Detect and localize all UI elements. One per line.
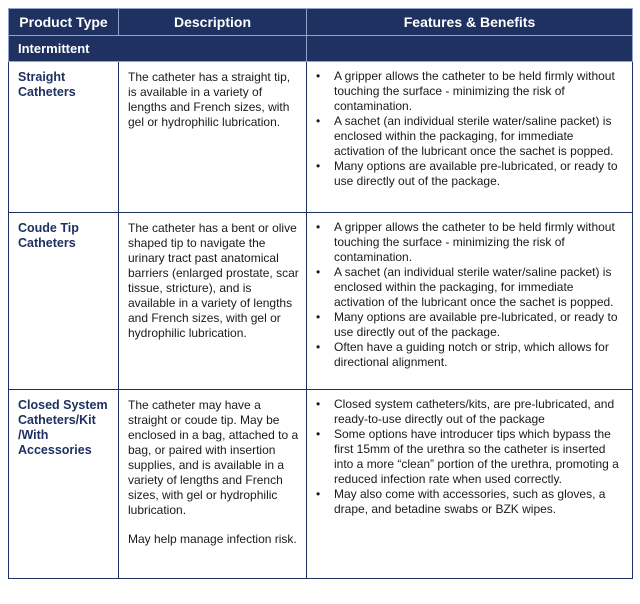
table-row	[9, 213, 633, 390]
section-row-intermittent	[9, 36, 633, 62]
features-list	[307, 397, 626, 517]
bullet-icon: •	[316, 159, 321, 173]
feature-text: Often have a guiding notch or strip, which allows for directional alignment.	[334, 340, 609, 369]
header-features-benefits: Features & Benefits	[307, 9, 633, 36]
bullet-icon: •	[316, 487, 321, 501]
feature-text: Many options are available pre-lubricated, or ready to use directly out of the package.	[334, 159, 618, 188]
features-cell	[307, 390, 633, 579]
product-type-cell: Coude Tip Catheters	[9, 213, 119, 390]
bullet-icon: •	[316, 69, 321, 83]
feature-item	[307, 265, 626, 310]
feature-text: A gripper allows the catheter to be held firmly without touching the surface - minimizing the risk of contamination.	[334, 69, 615, 113]
feature-text: Closed system catheters/kits, are pre-lubricated, and ready-to-use directly out of the package	[334, 397, 615, 426]
feature-item	[307, 69, 626, 114]
feature-item	[307, 487, 626, 517]
bullet-icon: •	[316, 397, 321, 411]
header-description: Description	[119, 9, 307, 36]
bullet-icon: •	[316, 265, 321, 279]
description-cell	[119, 390, 307, 579]
features-list	[307, 220, 626, 370]
header-row	[9, 9, 633, 36]
description-text: The catheter may have a straight or coude tip. May be enclosed in a bag, attached to a bag, or paired with insertion supplies, and is available in a variety of lengths and French sizes, with gel or hydrophilic lubrication.	[128, 398, 299, 517]
table-row	[9, 390, 633, 579]
feature-item	[307, 340, 626, 370]
section-label: Intermittent	[9, 36, 307, 62]
table-row	[9, 62, 633, 213]
features-cell	[307, 62, 633, 213]
bullet-icon: •	[316, 340, 321, 354]
description-extra-text: May help manage infection risk.	[128, 532, 297, 546]
feature-text: Many options are available pre-lubricated, or ready to use directly out of the package.	[334, 310, 618, 339]
catheter-comparison-table	[8, 8, 633, 579]
description-cell: The catheter has a straight tip, is available in a variety of lengths and French sizes, with gel or hydrophilic lubrication.	[119, 62, 307, 213]
feature-item	[307, 114, 626, 159]
feature-text: May also come with accessories, such as gloves, a drape, and betadine swabs or BZK wipes.	[334, 487, 606, 516]
feature-item	[307, 427, 626, 487]
bullet-icon: •	[316, 427, 321, 441]
feature-text: Some options have introducer tips which bypass the first 15mm of the urethra so the catheter is inserted into a more “clean” portion of the urethra, promoting a reduced infection rate when used correctly.	[334, 427, 619, 486]
features-cell	[307, 213, 633, 390]
feature-item	[307, 220, 626, 265]
description-cell: The catheter has a bent or olive shaped tip to navigate the urinary tract past anatomical barriers (enlarged prostate, scar tissue, stricture), and is available in a variety of lengths and French sizes, with gel or hydrophilic lubrication.	[119, 213, 307, 390]
bullet-icon: •	[316, 114, 321, 128]
product-type-cell: Closed System Catheters/Kit /With Accessories	[9, 390, 119, 579]
section-blank-cell	[307, 36, 633, 62]
bullet-icon: •	[316, 310, 321, 324]
feature-text: A gripper allows the catheter to be held firmly without touching the surface - minimizing the risk of contamination.	[334, 220, 615, 264]
bullet-icon: •	[316, 220, 321, 234]
feature-item	[307, 310, 626, 340]
feature-item	[307, 159, 626, 189]
feature-text: A sachet (an individual sterile water/saline packet) is enclosed within the packaging, for immediate activation of the lubricant once the sachet is popped.	[334, 265, 614, 309]
product-type-cell: Straight Catheters	[9, 62, 119, 213]
feature-item	[307, 397, 626, 427]
header-product-type: Product Type	[9, 9, 119, 36]
features-list	[307, 69, 626, 189]
feature-text: A sachet (an individual sterile water/saline packet) is enclosed within the packaging, for immediate activation of the lubricant once the sachet is popped.	[334, 114, 614, 158]
description-spacer	[128, 518, 300, 532]
catheter-table-container	[8, 8, 632, 579]
